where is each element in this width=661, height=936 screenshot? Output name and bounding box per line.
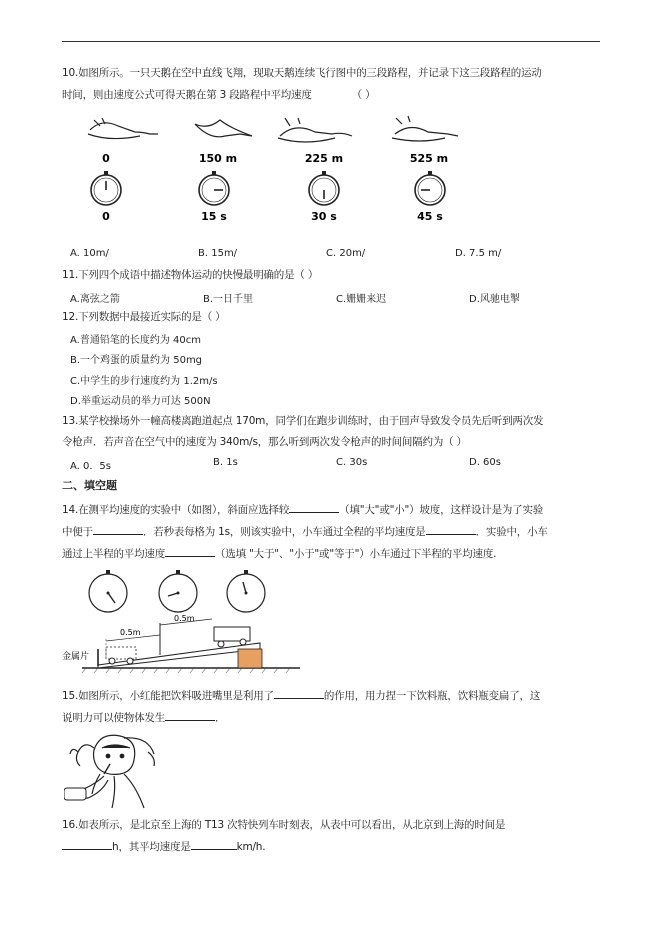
answer-blank[interactable]: [93, 524, 143, 535]
q10-stem-line2: 时间，则由速度公式可得天鹅在第 3 段路程中平均速度 （ ）: [62, 89, 376, 101]
q13-option-d: D. 60s: [469, 457, 501, 468]
answer-blank[interactable]: [289, 502, 339, 513]
q12-option-d: D.举重运动员的举力可达 500N: [70, 396, 211, 407]
q14-incline-figure: [62, 565, 307, 675]
distance-label: 150 m: [198, 152, 238, 165]
q15-stem-line1: 15.如图所示，小红能把饮料吸进嘴里是利用了 的作用，用力捏一下饮料瓶，饮料瓶变扁了，这: [62, 690, 541, 702]
stopwatch-icon: [199, 171, 229, 205]
q12-option-c: C.中学生的步行速度约为 1.2m/s: [70, 376, 218, 387]
q10-swan-figure: [80, 112, 480, 227]
q10-stem-line1: 10.如图所示。一只天鹅在空中直线飞翔，现取天鹅连续飞行图中的三段路程，并记录下这三段路程的运动: [62, 67, 542, 79]
distance-label: 0: [102, 152, 110, 165]
q11-option-b: B.一日千里: [203, 294, 254, 305]
q11-stem: 11.下列四个成语中描述物体运动的快慢最明确的是（ ）: [62, 269, 319, 281]
distance-label: 525 m: [409, 152, 449, 165]
q16-stem-line1: 16.如表所示，是北京至上海的 T13 次特快列车时刻表，从表中可以看出，从北京到上海的时间是: [62, 819, 506, 831]
q12-option-b: B.一个鸡蛋的质量约为 50mg: [70, 355, 203, 366]
q16-stem-line2: h，其平均速度是 km/h.: [62, 839, 265, 854]
q13-stem-line1: 13.某学校操场外一幢高楼离跑道起点 170m，同学们在跑步训练时，由于回声导致发令员先后听到两次发: [62, 415, 544, 427]
q10-option-b: B. 15m/: [198, 248, 238, 259]
metal-piece-label: 金属片: [62, 652, 90, 662]
q11-option-c: C.姗姗来迟: [336, 294, 387, 305]
q12-option-a: A.普通铅笔的长度约为 40cm: [70, 335, 201, 346]
answer-blank[interactable]: [426, 524, 476, 535]
time-label: 15 s: [201, 210, 227, 223]
answer-blank[interactable]: [191, 839, 237, 850]
distance-label: 0.5m: [120, 628, 141, 637]
stopwatch-icon: [89, 570, 127, 612]
stopwatch-icon: [227, 570, 265, 612]
q15-stem-line2: 说明力可以使物体发生 ．: [62, 712, 226, 724]
stopwatch-icon: [309, 171, 339, 205]
q10-option-d: D. 7.5 m/: [455, 248, 502, 259]
q13-stem-line2: 令枪声．若声音在空气中的速度为 340m/s，那么听到两次发令枪声的时间间隔约为（ ）: [62, 436, 467, 448]
distance-label: 225 m: [304, 152, 344, 165]
swan-illustration: [88, 116, 458, 142]
header-rule: [62, 41, 600, 42]
q11-option-d: D.风驰电掣: [469, 294, 520, 305]
q12-stem: 12.下列数据中最接近实际的是（ ）: [62, 311, 226, 323]
q10-option-a: A. 10m/: [70, 248, 109, 259]
q13-option-a: A. 0．5s: [70, 461, 111, 472]
answer-blank[interactable]: [165, 710, 215, 721]
q11-option-a: A.离弦之箭: [70, 294, 120, 305]
q10-option-c: C. 20m/: [326, 248, 366, 259]
time-label: 30 s: [311, 210, 337, 223]
answer-blank[interactable]: [274, 688, 324, 699]
q14-stem-line1: 14.在测平均速度的实验中（如图），斜面应选择较 （填"大"或"小"）坡度，这样设计是为了实验: [62, 504, 544, 516]
answer-paren: （ ）: [351, 89, 376, 101]
girl-drinking-illustration: [64, 730, 164, 810]
stopwatch-icon: [415, 171, 445, 205]
q14-stem-line2: 中便于 ．若秒表每格为 1s，则该实验中，小车通过全程的平均速度是 ．实验中，小车: [62, 526, 548, 538]
section-heading: 二、填空题: [62, 479, 117, 492]
answer-blank[interactable]: [62, 839, 112, 850]
q13-option-c: C. 30s: [336, 457, 368, 468]
q14-stem-line3: 通过上半程的平均速度 （选填 "大于"、"小于"或"等于"）小车通过下半程的平均速度.: [62, 548, 497, 560]
stopwatch-icon: [159, 570, 197, 612]
distance-label: 0.5m: [174, 614, 195, 623]
answer-blank[interactable]: [165, 546, 215, 557]
stopwatch-icon: [91, 171, 121, 205]
q13-option-b: B. 1s: [213, 457, 238, 468]
time-label: 45 s: [417, 210, 443, 223]
time-label: 0: [102, 210, 110, 223]
